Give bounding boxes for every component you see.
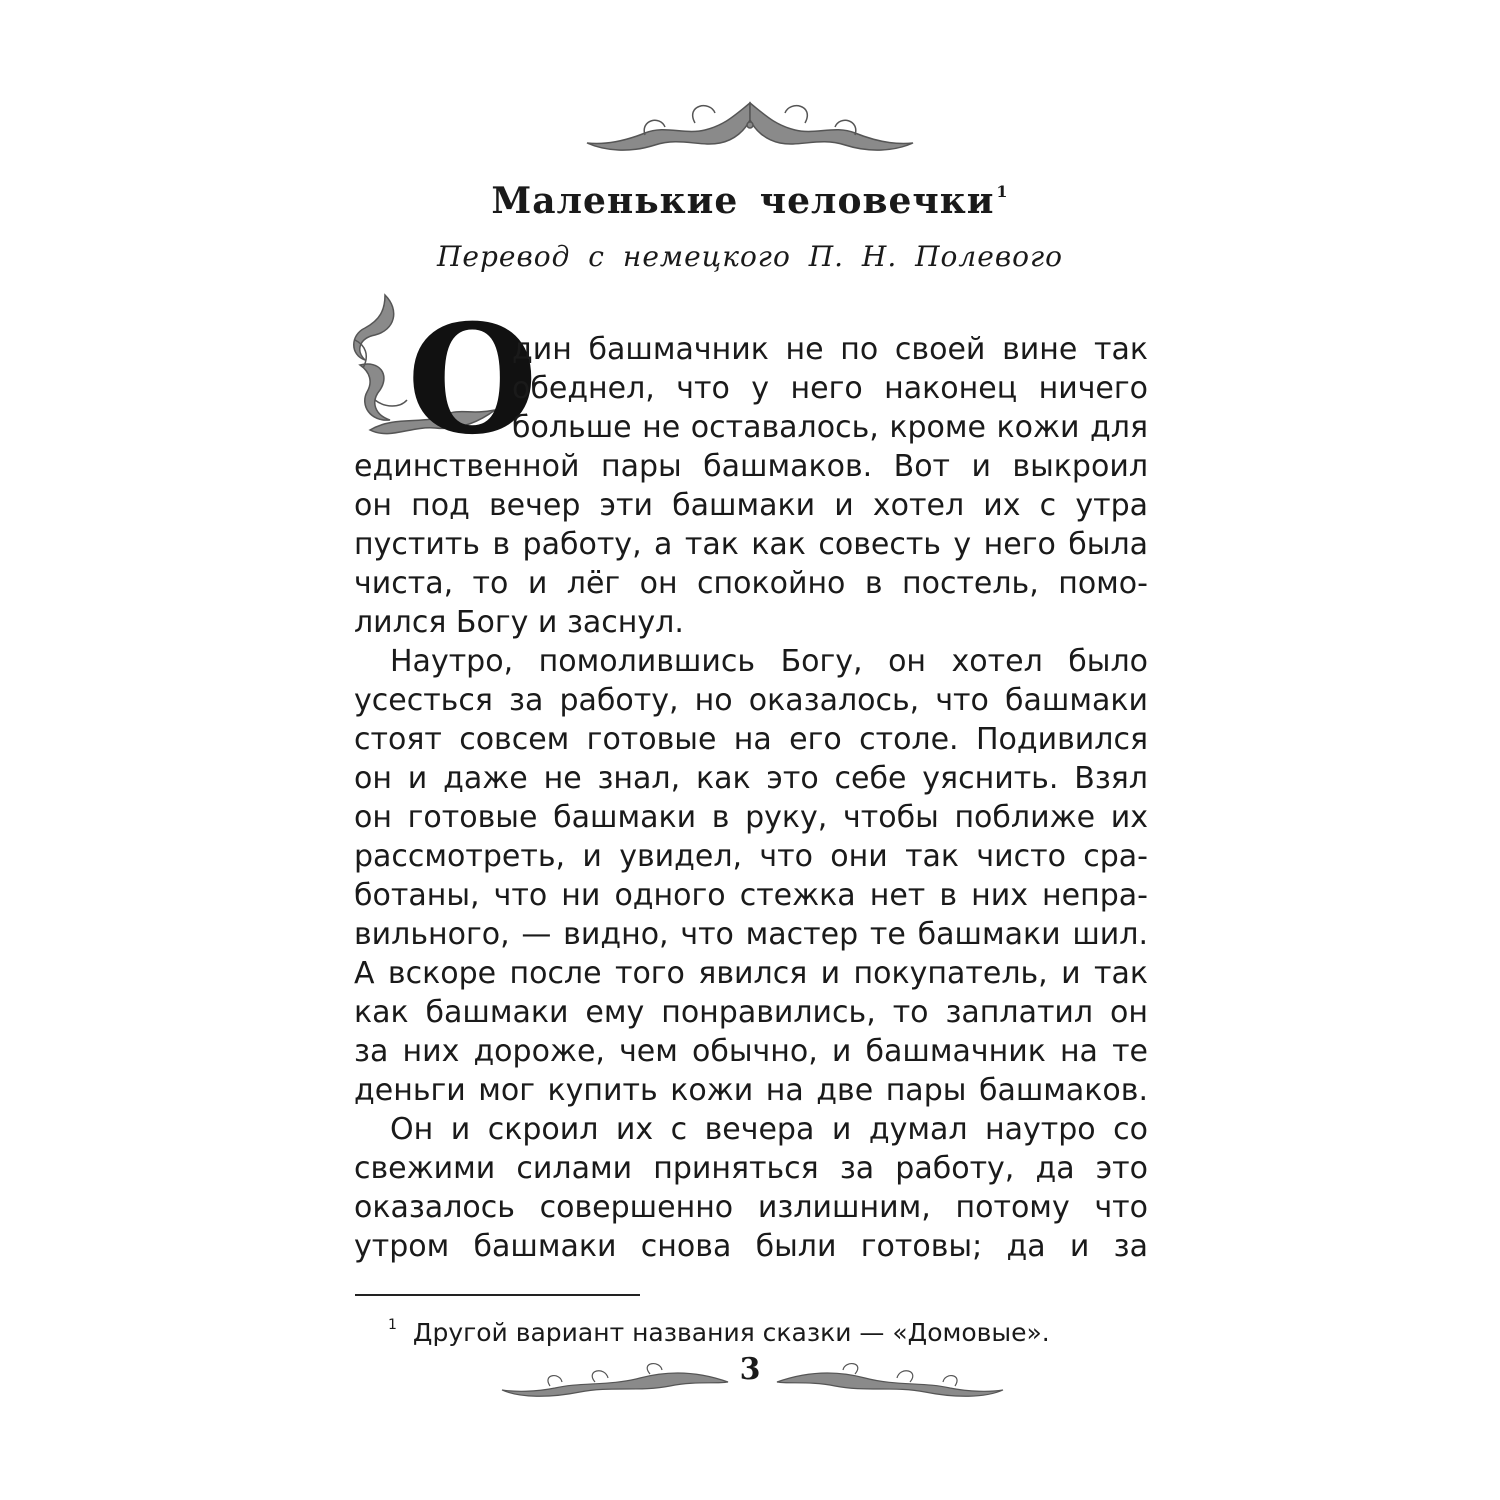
text-line: больше не оставалось, кроме кожи для bbox=[512, 410, 1148, 445]
text-line: оказалось совершенно излишним, потому что bbox=[354, 1190, 1148, 1225]
footnote-mark: 1 bbox=[388, 1317, 397, 1333]
story-title-text: Маленькие человечки bbox=[491, 180, 995, 222]
text-line: дин башмачник не по своей вине так bbox=[512, 332, 1148, 367]
bottom-right-ornament bbox=[775, 1360, 1005, 1400]
text-line: он и даже не знал, как это себе уяснить. Взял bbox=[354, 761, 1148, 796]
page-number: 3 bbox=[739, 1352, 761, 1387]
text-line: обеднел, что у него наконец ничего bbox=[512, 371, 1148, 406]
text-line: Он и скроил их с вечера и думал наутро со bbox=[390, 1112, 1148, 1147]
text-line: ботаны, что ни одного стежка нет в них непра- bbox=[354, 878, 1148, 913]
text-line: лился Богу и заснул. bbox=[354, 605, 684, 640]
text-line: чиста, то и лёг он спокойно в постель, помо- bbox=[354, 566, 1148, 601]
translator-subtitle: Перевод с немецкого П. Н. Полевого bbox=[437, 240, 1063, 273]
text-line: единственной пары башмаков. Вот и выкроил bbox=[354, 449, 1148, 484]
text-line: свежими силами приняться за работу, да это bbox=[354, 1151, 1148, 1186]
title-footnote-mark: 1 bbox=[996, 182, 1009, 201]
top-ornament bbox=[585, 95, 915, 163]
text-line: утром башмаки снова были готовы; да и за bbox=[354, 1229, 1148, 1264]
text-line: вильного, — видно, что мастер те башмаки шил. bbox=[354, 917, 1148, 952]
footnote bbox=[388, 1306, 1050, 1352]
text-line: рассмотреть, и увидел, что они так чисто сра- bbox=[354, 839, 1148, 874]
drop-cap bbox=[345, 290, 538, 468]
text-line: усесться за работу, но оказалось, что башмаки bbox=[354, 683, 1148, 718]
story-title bbox=[400, 180, 1100, 222]
text-line: деньги мог купить кожи на две пары башмаков. bbox=[354, 1073, 1148, 1108]
footnote-text: Другой вариант названия сказки — «Домовые». bbox=[412, 1318, 1050, 1347]
text-line: А вскоре после того явился и покупатель, и так bbox=[354, 956, 1148, 991]
text-line: он готовые башмаки в руку, чтобы поближе их bbox=[354, 800, 1148, 835]
text-line: он под вечер эти башмаки и хотел их с утра bbox=[354, 488, 1148, 523]
footnote-divider bbox=[355, 1294, 640, 1296]
text-line: стоят совсем готовые на его столе. Подивился bbox=[354, 722, 1148, 757]
text-line: как башмаки ему понравились, то заплатил он bbox=[354, 995, 1148, 1030]
text-line: Наутро, помолившись Богу, он хотел было bbox=[390, 644, 1148, 679]
text-line: за них дороже, чем обычно, и башмачник на те bbox=[354, 1034, 1148, 1069]
bottom-left-ornament bbox=[500, 1360, 730, 1400]
text-line: пустить в работу, а так как совесть у него была bbox=[354, 527, 1148, 562]
drop-cap-letter: О bbox=[407, 292, 538, 468]
